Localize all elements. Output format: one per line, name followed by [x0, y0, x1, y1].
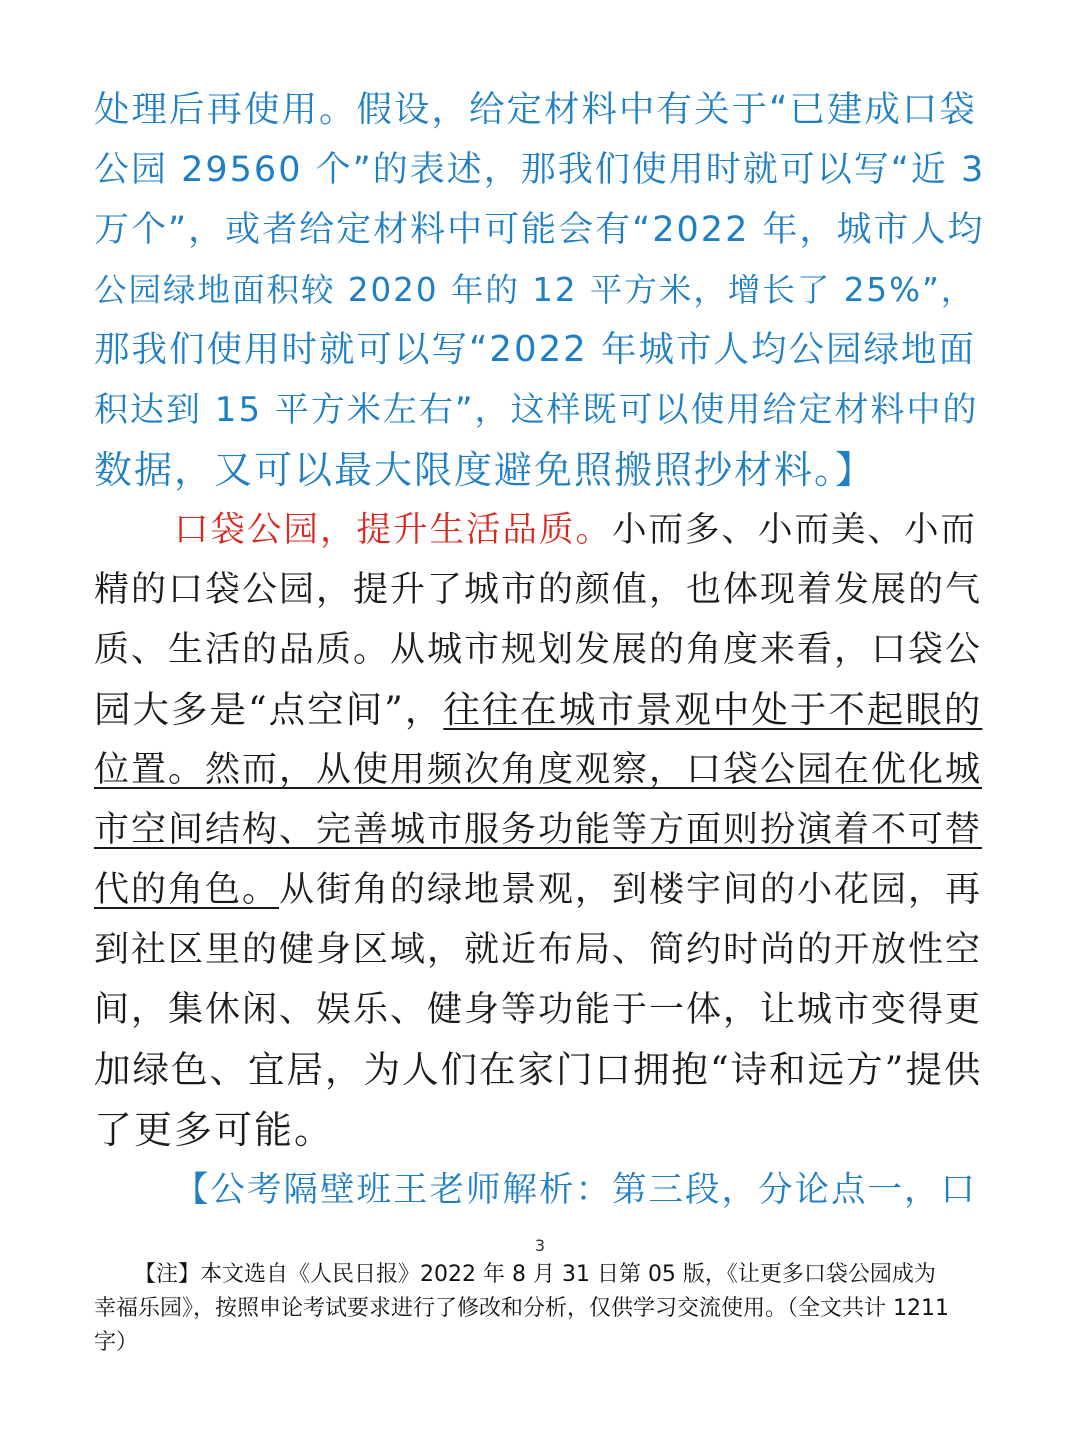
- body-line-4: [94, 687, 986, 733]
- body-line-8: 到社区里的健身区域，就近布局、简约时尚的开放性空: [94, 930, 983, 970]
- footnote-line-3: 字）: [94, 1330, 139, 1355]
- paragraph-heading: 口袋公园，提升生活品质。: [174, 510, 612, 550]
- blue-text-line-6: 积达到 15 平方米左右”，这样既可以使用给定材料中的: [94, 390, 979, 430]
- blue-text-line-5: 那我们使用时就可以写“2022 年城市人均公园绿地面: [94, 329, 977, 370]
- page-number: 3: [534, 1236, 546, 1255]
- blue-text-line-7: 数据，又可以最大限度避免照搬照抄材料。】: [94, 448, 876, 492]
- body-line-9: 间，集休闲、娱乐、健身等功能于一体，让城市变得更: [94, 990, 983, 1030]
- body-line-3: 质、生活的品质。从城市规划发展的角度来看，口袋公: [94, 630, 983, 670]
- body-line-6: [94, 807, 986, 853]
- body-line-2: 精的口袋公园，提升了城市的颜值，也体现着发展的气: [94, 570, 983, 610]
- analysis-heading-line: 【公考隔壁班王老师解析：第三段，分论点一，口: [174, 1170, 977, 1210]
- underlined-text-1: 往往在城市景观中处于不起眼的: [443, 688, 983, 731]
- body-line-7-rest: 从街角的绿地景观，到楼宇间的小花园，再: [279, 870, 983, 910]
- footnote-line-1: 【注】本文选自《人民日报》2022 年 8 月 31 日第 05 版，《让更多口袋公园成为: [134, 1262, 936, 1287]
- underlined-text-3: 市空间结构、完善城市服务功能等方面则扮演着不可替: [94, 810, 983, 850]
- blue-text-line-3: 万个”，或者给定材料中可能会有“2022 年，城市人均: [94, 210, 985, 250]
- underlined-text-2: 位置。然而，从使用频次角度观察，口袋公园在优化城: [94, 750, 983, 790]
- body-line-11: 了更多可能。: [94, 1108, 335, 1152]
- blue-text-line-2: 公园 29560 个”的表述，那我们使用时就可以写“近 3: [94, 150, 986, 190]
- body-line-7: [94, 867, 986, 913]
- body-line-1: [174, 507, 986, 553]
- underlined-text-4: 代的角色。: [94, 870, 280, 910]
- footnote-line-2: 幸福乐园》，按照申论考试要求进行了修改和分析，仅供学习交流使用。（全文共计 1211: [94, 1296, 949, 1321]
- body-line-5: [94, 747, 986, 793]
- body-line-1-rest: 小而多、小而美、小而: [612, 510, 977, 550]
- body-line-10: 加绿色、宜居，为人们在家门口拥抱“诗和远方”提供: [94, 1048, 983, 1091]
- blue-text-line-1: 处理后再使用。假设，给定材料中有关于“已建成口袋: [94, 89, 977, 130]
- body-line-4-plain: 园大多是“点空间”，: [94, 688, 444, 731]
- blue-text-line-4: 公园绿地面积较 2020 年的 12 平方米，增长了 25%”，: [94, 271, 976, 309]
